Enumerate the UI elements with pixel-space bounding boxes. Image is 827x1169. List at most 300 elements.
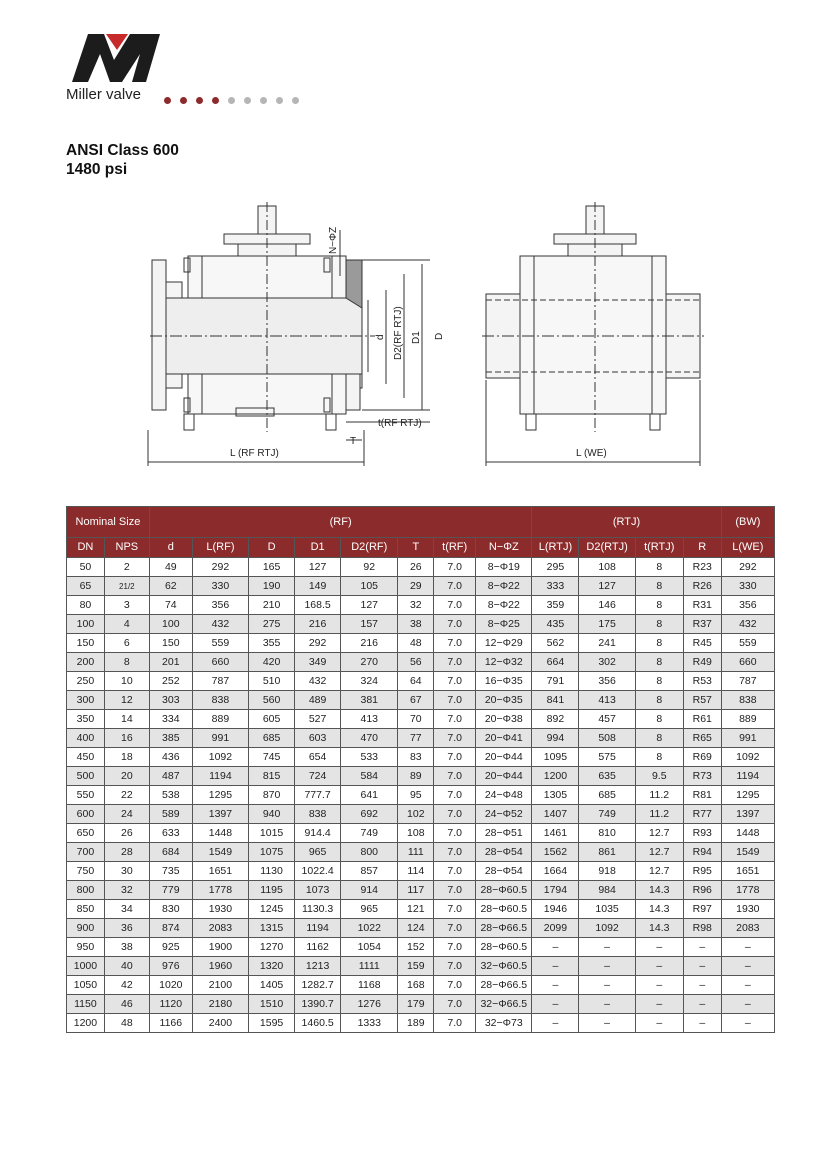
table-row	[67, 843, 775, 862]
table-cell: 841	[532, 691, 579, 710]
table-cell: 7.0	[434, 672, 476, 691]
table-cell: 7.0	[434, 691, 476, 710]
table-cell: 20−Φ44	[476, 767, 532, 786]
table-cell: R96	[683, 881, 721, 900]
table-cell: 1050	[67, 976, 105, 995]
table-cell: 1778	[192, 881, 248, 900]
table-cell: 815	[249, 767, 295, 786]
table-cell: 114	[398, 862, 434, 881]
table-cell: –	[579, 1014, 635, 1033]
table-cell: 1794	[532, 881, 579, 900]
table-cell: 8−Φ19	[476, 558, 532, 577]
table-cell: 1664	[532, 862, 579, 881]
table-cell: R37	[683, 615, 721, 634]
table-cell: 1960	[192, 957, 248, 976]
table-row	[67, 824, 775, 843]
table-cell: 800	[67, 881, 105, 900]
table-cell: 56	[398, 653, 434, 672]
table-cell: 12.7	[635, 862, 683, 881]
table-cell: 600	[67, 805, 105, 824]
table-cell: 18	[104, 748, 149, 767]
table-cell: 787	[721, 672, 774, 691]
table-cell: 1320	[249, 957, 295, 976]
table-cell: 74	[149, 596, 192, 615]
table-cell: 190	[249, 577, 295, 596]
table-cell: 889	[721, 710, 774, 729]
table-cell: 635	[579, 767, 635, 786]
table-cell: 330	[192, 577, 248, 596]
table-cell: 914.4	[295, 824, 341, 843]
column-header: L(RF)	[192, 538, 248, 558]
table-cell: 510	[249, 672, 295, 691]
table-row	[67, 1014, 775, 1033]
table-cell: 32−Φ73	[476, 1014, 532, 1033]
table-cell: 8	[635, 615, 683, 634]
table-cell: 12.7	[635, 843, 683, 862]
table-cell: 1162	[295, 938, 341, 957]
table-cell: 1194	[192, 767, 248, 786]
table-cell: 200	[67, 653, 105, 672]
table-row	[67, 938, 775, 957]
table-cell: 457	[579, 710, 635, 729]
table-cell: 330	[721, 577, 774, 596]
column-header: t(RF)	[434, 538, 476, 558]
table-row	[67, 919, 775, 938]
table-cell: 14.3	[635, 900, 683, 919]
table-cell: 965	[295, 843, 341, 862]
table-cell: 165	[249, 558, 295, 577]
table-cell: R81	[683, 786, 721, 805]
table-cell: 150	[67, 634, 105, 653]
table-cell: 1295	[192, 786, 248, 805]
table-cell: –	[579, 976, 635, 995]
table-cell: 1015	[249, 824, 295, 843]
table-cell: 800	[341, 843, 398, 862]
table-cell: 1075	[249, 843, 295, 862]
table-cell: 1200	[532, 767, 579, 786]
table-cell: 994	[532, 729, 579, 748]
table-cell: 210	[249, 596, 295, 615]
table-cell: 7.0	[434, 596, 476, 615]
table-cell: 984	[579, 881, 635, 900]
table-cell: 1166	[149, 1014, 192, 1033]
table-cell: 7.0	[434, 634, 476, 653]
table-cell: 108	[398, 824, 434, 843]
table-cell: 950	[67, 938, 105, 957]
table-cell: 7.0	[434, 558, 476, 577]
table-cell: 870	[249, 786, 295, 805]
table-cell: 7.0	[434, 767, 476, 786]
table-cell: –	[683, 976, 721, 995]
group-rf: (RF)	[149, 507, 532, 538]
table-cell: R97	[683, 900, 721, 919]
table-cell: –	[635, 938, 683, 957]
table-cell: R73	[683, 767, 721, 786]
table-cell: 48	[104, 1014, 149, 1033]
table-cell: 777.7	[295, 786, 341, 805]
table-cell: 1930	[192, 900, 248, 919]
table-cell: 838	[721, 691, 774, 710]
table-cell: –	[579, 995, 635, 1014]
table-cell: 1407	[532, 805, 579, 824]
table-row	[67, 900, 775, 919]
table-cell: 77	[398, 729, 434, 748]
group-nominal-size: Nominal Size	[67, 507, 150, 538]
table-cell: 435	[532, 615, 579, 634]
dot-5	[228, 97, 235, 104]
table-cell: –	[683, 938, 721, 957]
table-cell: 152	[398, 938, 434, 957]
table-cell: 38	[104, 938, 149, 957]
table-cell: 7.0	[434, 824, 476, 843]
group-header-row	[67, 507, 775, 538]
table-row	[67, 767, 775, 786]
table-cell: 976	[149, 957, 192, 976]
table-cell: 965	[341, 900, 398, 919]
table-row	[67, 729, 775, 748]
table-cell: 1562	[532, 843, 579, 862]
column-header: d	[149, 538, 192, 558]
table-cell: 779	[149, 881, 192, 900]
table-cell: 28−Φ51	[476, 824, 532, 843]
table-cell: R53	[683, 672, 721, 691]
table-cell: 489	[295, 691, 341, 710]
table-cell: R95	[683, 862, 721, 881]
table-cell: –	[683, 957, 721, 976]
table-row	[67, 995, 775, 1014]
table-cell: 14.3	[635, 919, 683, 938]
table-cell: 991	[721, 729, 774, 748]
table-cell: 745	[249, 748, 295, 767]
table-cell: 8	[635, 634, 683, 653]
table-cell: 8	[635, 729, 683, 748]
column-header: D2(RF)	[341, 538, 398, 558]
table-cell: 28	[104, 843, 149, 862]
table-cell: 1397	[721, 805, 774, 824]
dot-7	[260, 97, 267, 104]
table-cell: 991	[192, 729, 248, 748]
table-cell: 1168	[341, 976, 398, 995]
table-cell: 28−Φ60.5	[476, 881, 532, 900]
table-cell: –	[532, 938, 579, 957]
label-D: D	[434, 332, 445, 340]
table-cell: 2100	[192, 976, 248, 995]
table-cell: 660	[192, 653, 248, 672]
column-header: D	[249, 538, 295, 558]
table-cell: 26	[398, 558, 434, 577]
table-cell: 28−Φ54	[476, 843, 532, 862]
table-cell: 857	[341, 862, 398, 881]
table-cell: 1150	[67, 995, 105, 1014]
table-cell: 1460.5	[295, 1014, 341, 1033]
table-cell: 940	[249, 805, 295, 824]
table-cell: 560	[249, 691, 295, 710]
table-row	[67, 691, 775, 710]
table-cell: 1305	[532, 786, 579, 805]
table-cell: 157	[341, 615, 398, 634]
table-cell: 1194	[295, 919, 341, 938]
table-cell: 575	[579, 748, 635, 767]
table-cell: 275	[249, 615, 295, 634]
table-cell: 168	[398, 976, 434, 995]
table-cell: 633	[149, 824, 192, 843]
table-cell: –	[721, 976, 774, 995]
table-row	[67, 596, 775, 615]
table-cell: 1549	[721, 843, 774, 862]
table-cell: 295	[532, 558, 579, 577]
table-body	[67, 558, 775, 1033]
table-cell: 300	[67, 691, 105, 710]
table-cell: 385	[149, 729, 192, 748]
column-header: T	[398, 538, 434, 558]
table-cell: R31	[683, 596, 721, 615]
table-cell: 1448	[192, 824, 248, 843]
table-cell: R98	[683, 919, 721, 938]
table-cell: 861	[579, 843, 635, 862]
table-cell: 356	[721, 596, 774, 615]
column-header: L(RTJ)	[532, 538, 579, 558]
table-cell: 1282.7	[295, 976, 341, 995]
table-cell: 8−Φ22	[476, 577, 532, 596]
table-row	[67, 862, 775, 881]
table-cell: 11.2	[635, 786, 683, 805]
table-cell: 1397	[192, 805, 248, 824]
table-cell: 413	[579, 691, 635, 710]
table-cell: 36	[104, 919, 149, 938]
table-cell: 28−Φ54	[476, 862, 532, 881]
table-cell: 189	[398, 1014, 434, 1033]
table-cell: 735	[149, 862, 192, 881]
dot-2	[180, 97, 187, 104]
table-cell: 1111	[341, 957, 398, 976]
table-cell: 20−Φ38	[476, 710, 532, 729]
table-cell: 2083	[192, 919, 248, 938]
table-cell: 1245	[249, 900, 295, 919]
table-cell: 8	[635, 710, 683, 729]
column-header: N−ΦZ	[476, 538, 532, 558]
column-header: R	[683, 538, 721, 558]
table-cell: R45	[683, 634, 721, 653]
table-cell: 333	[532, 577, 579, 596]
table-cell: 7.0	[434, 881, 476, 900]
group-rtj: (RTJ)	[532, 507, 721, 538]
table-cell: 7.0	[434, 1014, 476, 1033]
table-cell: 1276	[341, 995, 398, 1014]
table-cell: –	[721, 938, 774, 957]
table-cell: 24	[104, 805, 149, 824]
table-cell: 1020	[149, 976, 192, 995]
table-cell: 117	[398, 881, 434, 900]
table-cell: 34	[104, 900, 149, 919]
table-row	[67, 957, 775, 976]
table-cell: 1651	[721, 862, 774, 881]
table-cell: –	[635, 957, 683, 976]
table-cell: 7.0	[434, 957, 476, 976]
table-cell: 16−Φ35	[476, 672, 532, 691]
table-cell: R65	[683, 729, 721, 748]
table-cell: 381	[341, 691, 398, 710]
table-cell: 38	[398, 615, 434, 634]
page-title	[66, 141, 179, 179]
table-cell: 32	[398, 596, 434, 615]
table-cell: –	[635, 976, 683, 995]
table-cell: 350	[67, 710, 105, 729]
column-header: NPS	[104, 538, 149, 558]
table-cell: 432	[721, 615, 774, 634]
table-cell: 685	[249, 729, 295, 748]
table-row	[67, 634, 775, 653]
table-cell: 749	[341, 824, 398, 843]
table-cell: 432	[295, 672, 341, 691]
table-cell: 241	[579, 634, 635, 653]
table-cell: –	[721, 1014, 774, 1033]
table-cell: 16	[104, 729, 149, 748]
table-cell: 8	[104, 653, 149, 672]
table-cell: 7.0	[434, 843, 476, 862]
table-cell: 7.0	[434, 653, 476, 672]
table-cell: 684	[149, 843, 192, 862]
table-cell: 2099	[532, 919, 579, 938]
dot-6	[244, 97, 251, 104]
table-cell: 12−Φ32	[476, 653, 532, 672]
table-cell: 28−Φ60.5	[476, 900, 532, 919]
table-cell: 413	[341, 710, 398, 729]
table-cell: 7.0	[434, 729, 476, 748]
table-cell: 838	[295, 805, 341, 824]
table-cell: 89	[398, 767, 434, 786]
table-cell: 14	[104, 710, 149, 729]
table-cell: 685	[579, 786, 635, 805]
table-cell: 67	[398, 691, 434, 710]
table-row	[67, 653, 775, 672]
table-cell: 664	[532, 653, 579, 672]
table-cell: –	[721, 995, 774, 1014]
table-cell: 400	[67, 729, 105, 748]
table-cell: 7.0	[434, 995, 476, 1014]
table-cell: 83	[398, 748, 434, 767]
table-cell: 892	[532, 710, 579, 729]
table-cell: 168.5	[295, 596, 341, 615]
dot-8	[276, 97, 283, 104]
table-cell: 216	[341, 634, 398, 653]
table-cell: 787	[192, 672, 248, 691]
table-cell: R23	[683, 558, 721, 577]
label-d: d	[375, 334, 386, 340]
table-cell: 1092	[579, 919, 635, 938]
table-cell: 830	[149, 900, 192, 919]
table-cell: –	[579, 938, 635, 957]
table-cell: 724	[295, 767, 341, 786]
dimension-table	[66, 506, 775, 1033]
table-cell: 874	[149, 919, 192, 938]
table-cell: –	[579, 957, 635, 976]
table-cell: R57	[683, 691, 721, 710]
table-row	[67, 805, 775, 824]
column-header: t(RTJ)	[635, 538, 683, 558]
table-cell: 7.0	[434, 919, 476, 938]
table-cell: 1461	[532, 824, 579, 843]
table-cell: –	[635, 995, 683, 1014]
table-cell: 508	[579, 729, 635, 748]
table-cell: 1315	[249, 919, 295, 938]
table-cell: 660	[721, 653, 774, 672]
table-cell: 49	[149, 558, 192, 577]
table-cell: 127	[579, 577, 635, 596]
table-cell: –	[683, 1014, 721, 1033]
table-cell: 6	[104, 634, 149, 653]
table-cell: 28−Φ66.5	[476, 976, 532, 995]
table-cell: 111	[398, 843, 434, 862]
table-cell: 124	[398, 919, 434, 938]
table-cell: 7.0	[434, 615, 476, 634]
table-cell: 2	[104, 558, 149, 577]
table-cell: 22	[104, 786, 149, 805]
table-cell: 9.5	[635, 767, 683, 786]
table-cell: 24−Φ52	[476, 805, 532, 824]
table-cell: 20	[104, 767, 149, 786]
table-cell: 355	[249, 634, 295, 653]
table-cell: 30	[104, 862, 149, 881]
table-cell: 7.0	[434, 577, 476, 596]
label-d1: D1	[411, 331, 422, 344]
table-row	[67, 881, 775, 900]
table-cell: 121	[398, 900, 434, 919]
table-cell: 11.2	[635, 805, 683, 824]
table-cell: R61	[683, 710, 721, 729]
table-cell: 24−Φ48	[476, 786, 532, 805]
label-nz: N−ΦZ	[328, 226, 339, 254]
table-cell: 349	[295, 653, 341, 672]
table-cell: 1448	[721, 824, 774, 843]
table-cell: R77	[683, 805, 721, 824]
table-cell: 650	[67, 824, 105, 843]
table-cell: 1022	[341, 919, 398, 938]
table-cell: 100	[67, 615, 105, 634]
table-cell: 900	[67, 919, 105, 938]
column-header: D2(RTJ)	[579, 538, 635, 558]
column-header-row	[67, 538, 775, 558]
table-cell: 420	[249, 653, 295, 672]
table-cell: 40	[104, 957, 149, 976]
table-cell: –	[721, 957, 774, 976]
table-cell: 1054	[341, 938, 398, 957]
table-cell: 538	[149, 786, 192, 805]
table-cell: 105	[341, 577, 398, 596]
table-cell: 20−Φ35	[476, 691, 532, 710]
table-cell: 2400	[192, 1014, 248, 1033]
brand-dots	[164, 91, 308, 99]
table-cell: 533	[341, 748, 398, 767]
table-cell: 8	[635, 653, 683, 672]
table-cell: 356	[579, 672, 635, 691]
label-t: t(RF RTJ)	[378, 418, 422, 429]
table-cell: 1213	[295, 957, 341, 976]
table-cell: 559	[192, 634, 248, 653]
table-cell: 70	[398, 710, 434, 729]
table-cell: 918	[579, 862, 635, 881]
table-cell: 28−Φ66.5	[476, 919, 532, 938]
table-cell: 65	[67, 577, 105, 596]
table-cell: 589	[149, 805, 192, 824]
table-cell: 175	[579, 615, 635, 634]
table-cell: 302	[579, 653, 635, 672]
table-row	[67, 558, 775, 577]
table-cell: 1390.7	[295, 995, 341, 1014]
table-cell: 92	[341, 558, 398, 577]
table-cell: 1130.3	[295, 900, 341, 919]
label-T: T	[350, 436, 357, 447]
table-cell: 1073	[295, 881, 341, 900]
